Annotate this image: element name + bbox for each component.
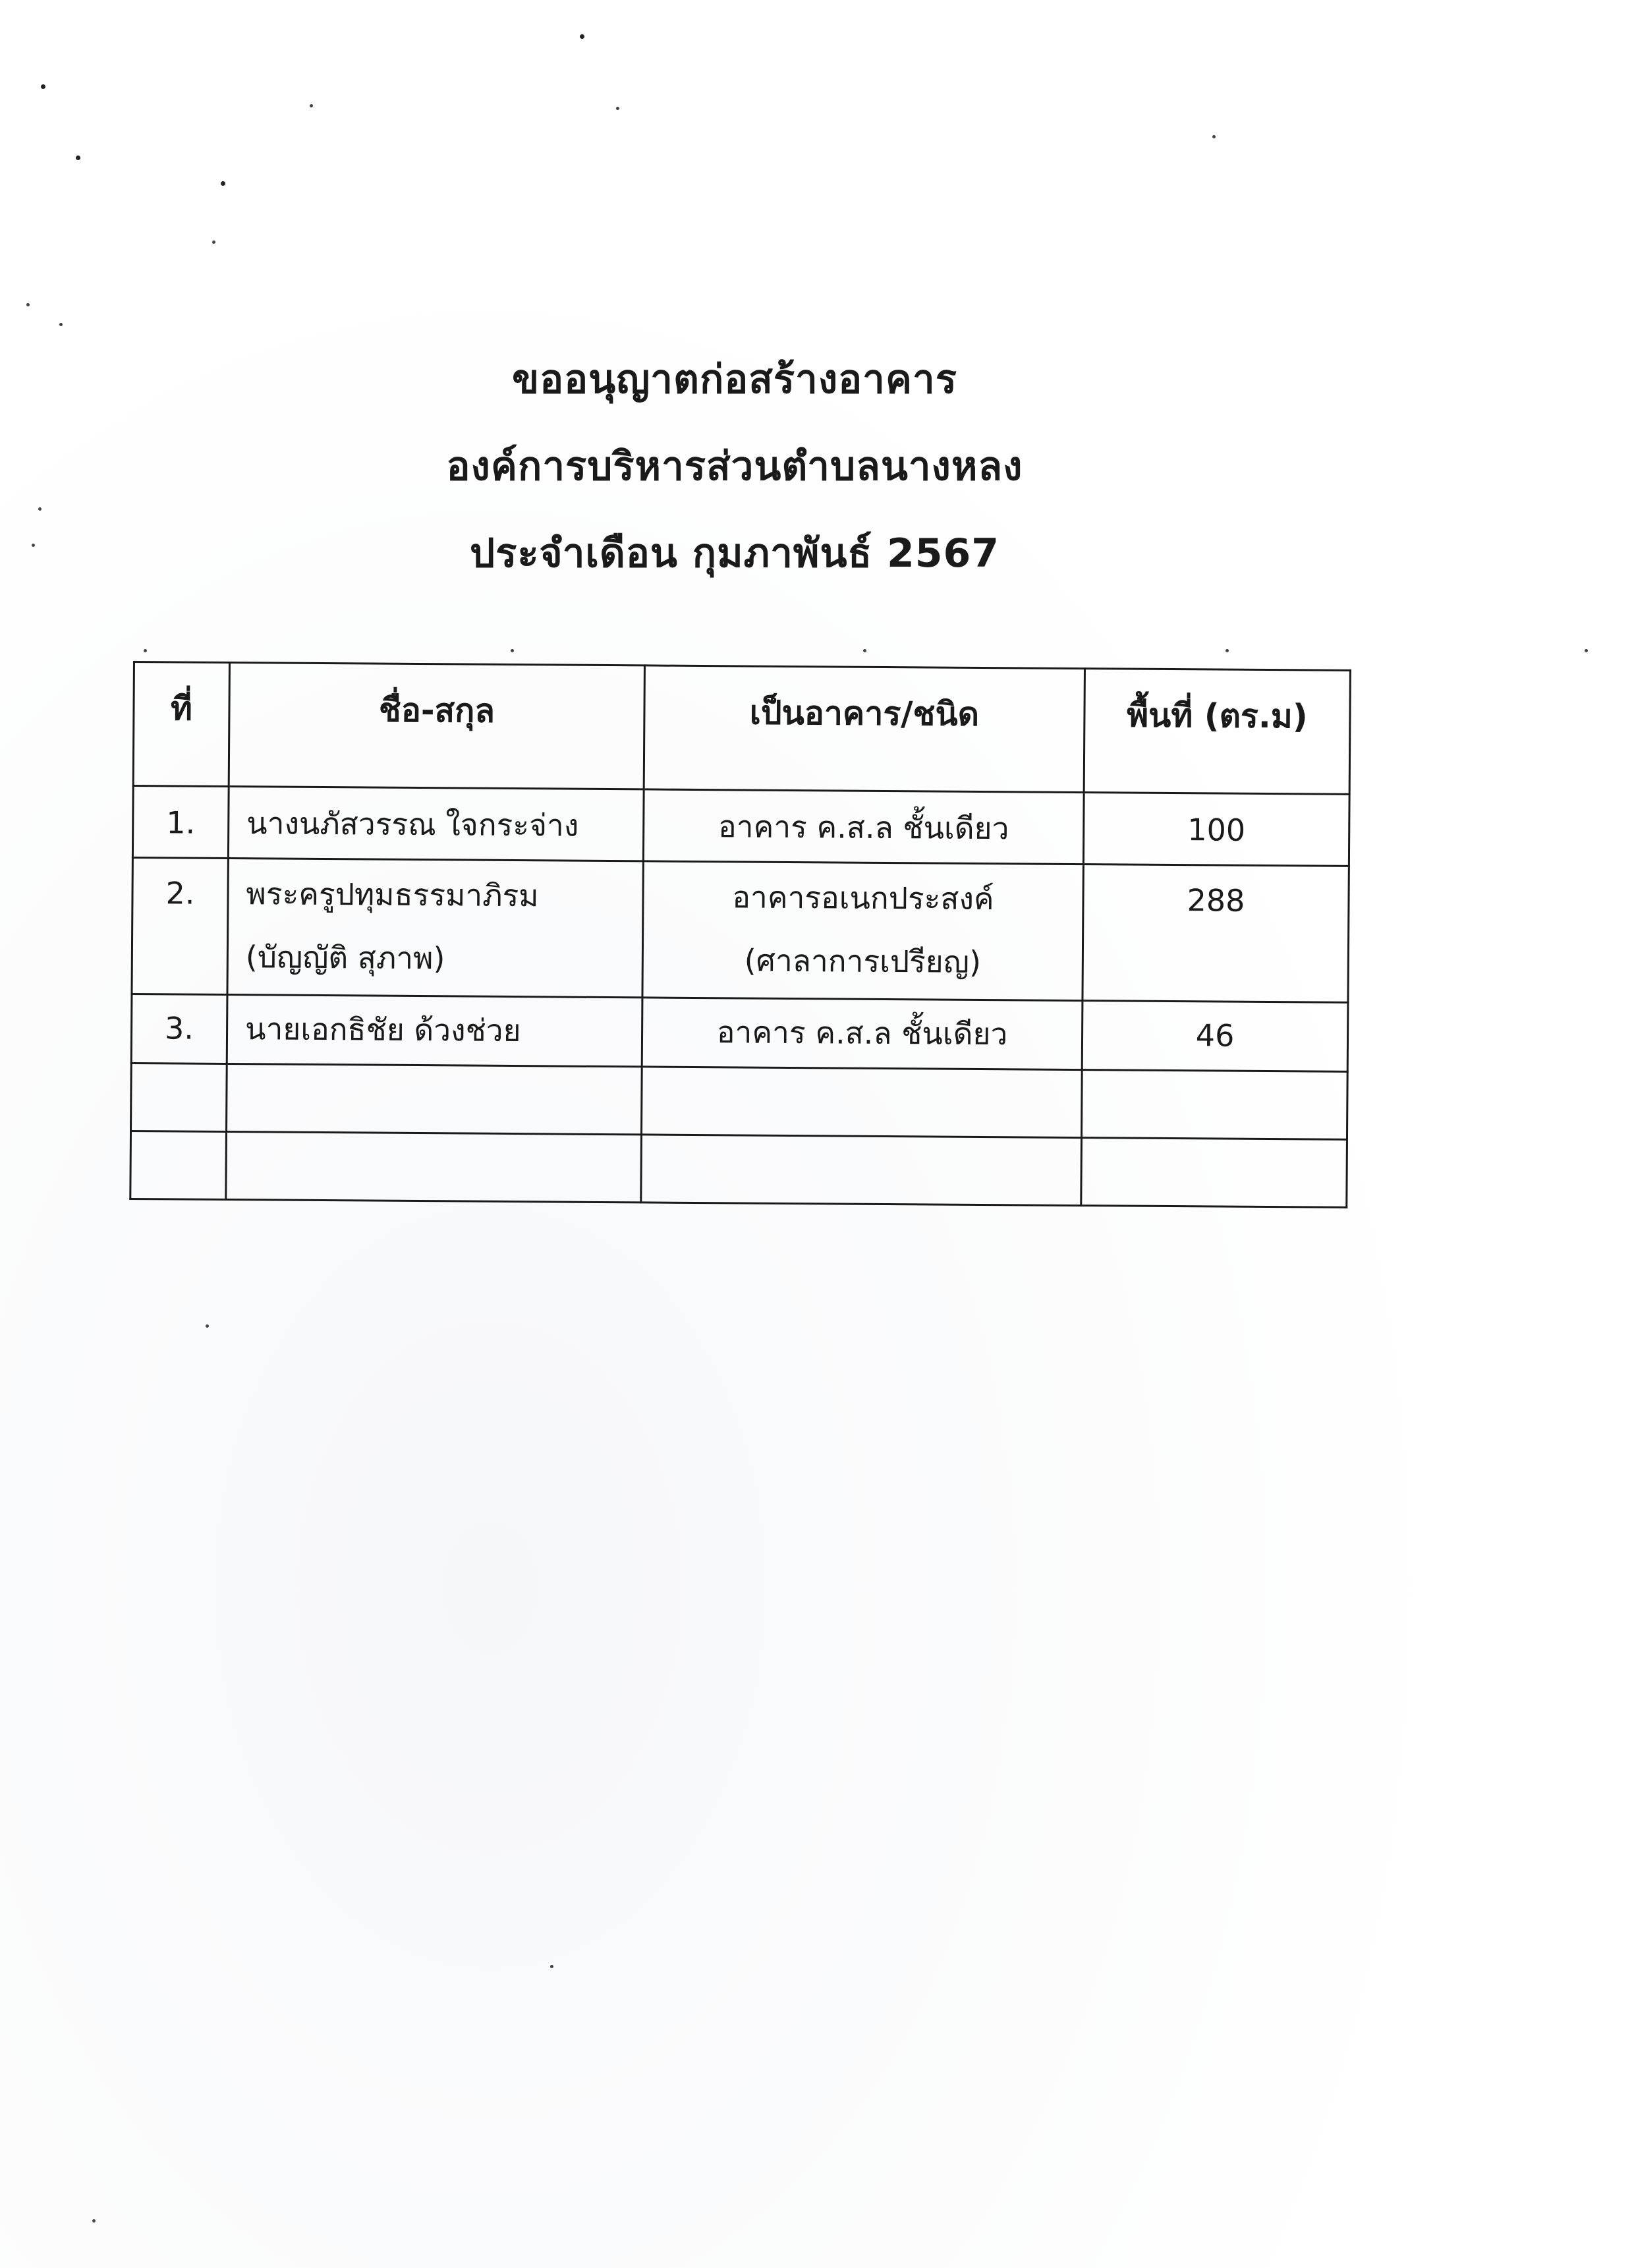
empty-cell [641, 1067, 1082, 1138]
row-number: 3. [131, 994, 227, 1063]
building-area: 288 [1083, 865, 1349, 1003]
scan-speck [212, 241, 215, 244]
empty-cell [1081, 1070, 1347, 1140]
building-type-line2: (ศาลาการเปรียญ) [744, 942, 982, 980]
row-number: 2. [132, 858, 228, 995]
empty-cell [226, 1132, 642, 1203]
document-title [0, 336, 1469, 597]
scan-speck [221, 181, 225, 186]
building-area: 100 [1083, 793, 1349, 866]
table-header-row [133, 662, 1350, 795]
row-number: 1. [132, 786, 229, 859]
scan-speck [76, 156, 80, 160]
applicant-name-line2: (บัญญัติ สุภาพ) [245, 939, 445, 977]
scan-speck [144, 649, 147, 652]
header-type: เป็นอาคาร/ชนิด [644, 666, 1085, 793]
header-name: ชื่อ-สกุล [229, 663, 644, 789]
scan-speck [1226, 649, 1229, 652]
building-type [643, 789, 1084, 865]
table-row [132, 786, 1349, 866]
empty-cell [130, 1131, 227, 1199]
building-type-line1: อาคาร ค.ส.ล ชั้นเดียว [718, 808, 1009, 847]
applicant-name [227, 995, 642, 1067]
table-row [132, 858, 1349, 1003]
building-area: 46 [1082, 1001, 1348, 1072]
scan-speck [26, 303, 30, 306]
table-row-empty [130, 1131, 1347, 1207]
building-type [642, 998, 1083, 1070]
permit-table-container [129, 661, 1351, 1208]
scan-speck [92, 2219, 96, 2223]
empty-cell [1081, 1138, 1347, 1208]
applicant-name-line1: พระครูปทุมธรรมาภิรม [246, 876, 539, 914]
scan-speck [1585, 649, 1588, 652]
scan-speck [1212, 135, 1216, 138]
scan-speck [580, 34, 584, 39]
table-row [131, 994, 1348, 1071]
applicant-name [228, 787, 644, 861]
applicant-name [227, 859, 643, 998]
scan-speck [616, 107, 619, 110]
scan-speck [511, 649, 514, 652]
empty-cell [641, 1135, 1082, 1206]
scan-speck [310, 104, 313, 107]
empty-cell [227, 1064, 642, 1135]
scan-speck [863, 649, 866, 652]
scan-speck [206, 1324, 209, 1328]
building-type-line1: อาคาร ค.ส.ล ชั้นเดียว [716, 1014, 1008, 1052]
header-no: ที่ [133, 662, 229, 787]
applicant-name-line1: นางนภัสวรรณ ใจกระจ่าง [246, 805, 579, 843]
applicant-name-line1: นายเอกธิชัย ด้วงช่วย [244, 1011, 521, 1049]
title-line-1: ขออนุญาตก่อสร้างอาคาร [512, 356, 957, 403]
empty-cell [131, 1063, 227, 1131]
scan-speck [550, 1965, 553, 1968]
building-type [642, 861, 1083, 1001]
permit-table [129, 661, 1351, 1208]
building-type-line1: อาคารอเนกประสงค์ [732, 879, 994, 917]
title-line-3: ประจำเดือน กุมภาพันธ์ 2567 [470, 530, 1000, 577]
header-area: พื้นที่ (ตร.ม) [1084, 669, 1350, 795]
scan-speck [59, 323, 63, 326]
scan-speck [41, 84, 45, 89]
title-line-2: องค์การบริหารส่วนตำบลนางหลง [446, 443, 1023, 490]
table-row-empty [131, 1063, 1348, 1139]
